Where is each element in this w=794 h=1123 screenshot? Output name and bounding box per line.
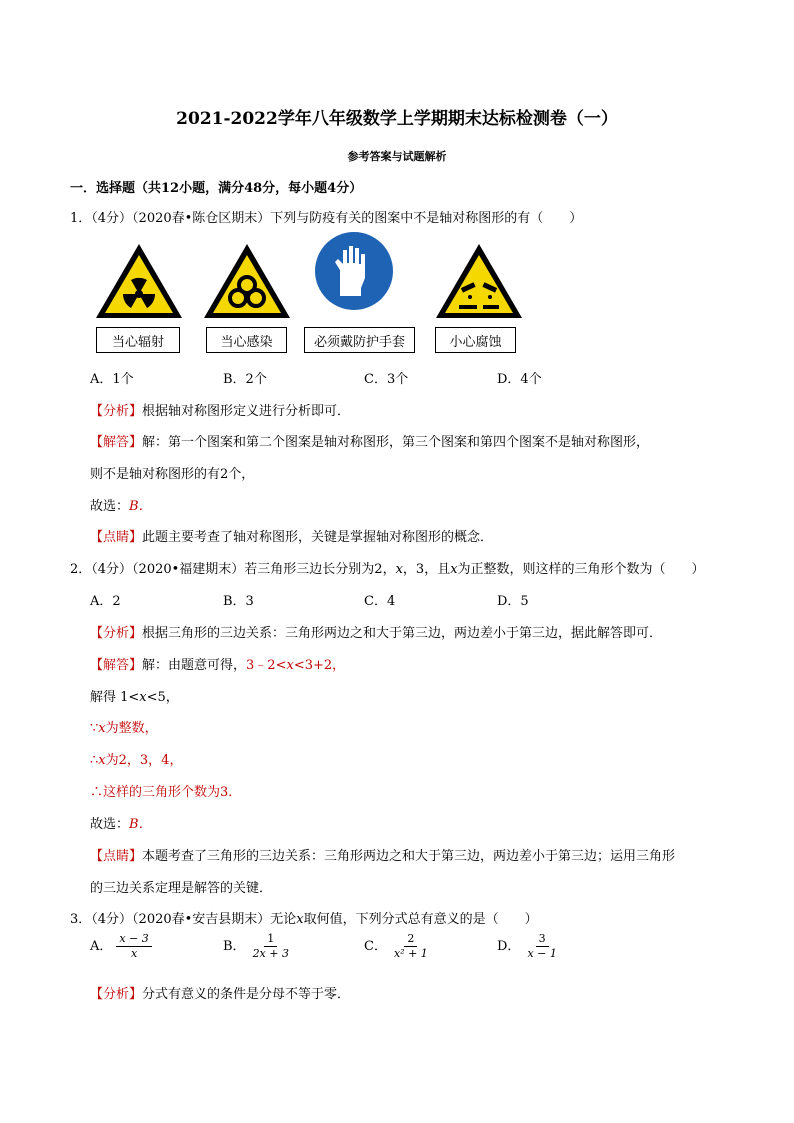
question-3-stem: 3．（4分）（2020春•安吉县期末）无论x取何值，下列分式总有意义的是（ ） — [70, 912, 538, 927]
q2-option-c: C．4 — [364, 594, 396, 609]
q1-answer-line-2: 则不是轴对称图形的有2个， — [90, 467, 255, 482]
q3-option-a: A． $\frac{x - 3}{x}$ — [90, 932, 152, 961]
comment-tag: 【点睛】 — [90, 530, 143, 545]
biohazard-icon — [201, 241, 293, 321]
q2-solve: 解得 1<x<5， — [90, 690, 179, 705]
sign-label-corrosion: 小心腐蚀 — [435, 327, 516, 353]
q2-conclusion: ∴这样的三角形个数为3． — [90, 785, 242, 800]
q2-comment: 【点睛】本题考查了三角形的三边关系：三角形两边之和大于第三边，两边差小于第三边；运用三角形 — [90, 849, 676, 864]
sign-label-radiation: 当心辐射 — [96, 327, 180, 353]
q1-answer: 【解答】解：第一个图案和第二个图案是轴对称图形，第三个图案和第四个图案不是轴对称图形， — [90, 435, 650, 450]
sign-label-gloves: 必须戴防护手套 — [304, 327, 415, 353]
q3-analysis: 【分析】分式有意义的条件是分母不等于零． — [90, 987, 351, 1002]
q1-option-a: A．1个 — [90, 372, 134, 387]
q2-option-d: D．5 — [497, 594, 529, 609]
q1-option-c: C．3个 — [364, 372, 409, 387]
q2-choose: 故选：B． — [90, 817, 152, 832]
radiation-icon — [93, 241, 185, 321]
answer-tag: 【解答】 — [90, 435, 143, 450]
page-title: 2021-2022学年八年级数学上学期期末达标检测卷（一） — [176, 109, 618, 129]
gloves-icon — [313, 230, 395, 312]
corrosion-icon — [433, 241, 525, 321]
page-subtitle: 参考答案与试题解析 — [347, 150, 447, 163]
section-heading: 一．选择题（共12小题，满分48分，每小题4分） — [70, 181, 363, 196]
q1-option-d: D．4个 — [497, 372, 542, 387]
q2-answer: 【解答】解：由题意可得，3﹣2<x<3+2， — [90, 658, 346, 673]
q2-comment-line-2: 的三边关系定理是解答的关键． — [90, 881, 273, 896]
q2-because: ∵x为整数， — [90, 721, 158, 736]
q2-option-b: B．3 — [223, 594, 254, 609]
q1-choose: 故选：B． — [90, 499, 152, 514]
analysis-tag: 【分析】 — [90, 404, 143, 419]
question-2-stem: 2．（4分）（2020•福建期末）若三角形三边长分别为2，x，3，且x为正整数，则这样的三角形个数为（ ） — [70, 562, 705, 577]
q3-option-c: C． $\frac{2}{\text{x² + 1}}$ — [364, 932, 428, 960]
q3-option-d: D． $\frac{3}{x - 1}$ — [497, 932, 557, 960]
question-1-stem: 1．（4分）（2020春•陈仓区期末）下列与防疫有关的图案中不是轴对称图形的有（ ） — [70, 211, 583, 226]
q3-option-b: B． $\frac{1}{2x + 3}$ — [223, 932, 289, 960]
q1-option-b: B．2个 — [223, 372, 267, 387]
q1-comment: 【点睛】此题主要考查了轴对称图形，关键是掌握轴对称图形的概念． — [90, 530, 494, 545]
sign-label-biohazard: 当心感染 — [206, 327, 287, 353]
q1-analysis: 【分析】根据轴对称图形定义进行分析即可． — [90, 404, 351, 419]
q2-option-a: A．2 — [90, 594, 121, 609]
q2-therefore: ∴x为2，3，4， — [90, 753, 183, 768]
q2-analysis: 【分析】根据三角形的三边关系：三角形两边之和大于第三边，两边差小于第三边，据此解答即可． — [90, 626, 663, 641]
